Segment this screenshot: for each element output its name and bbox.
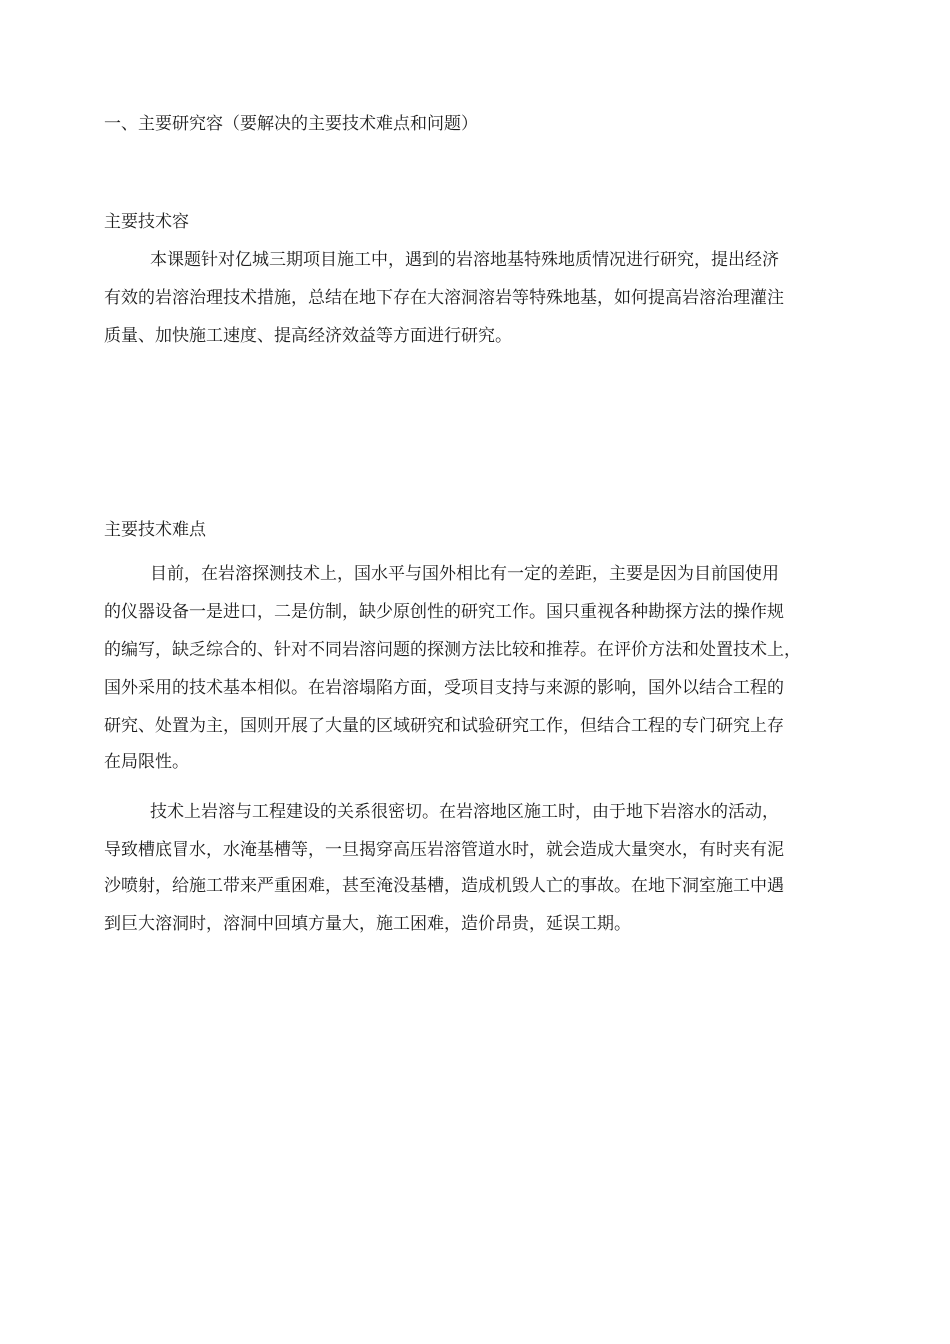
paragraph-line: 研究、处置为主，国则开展了大量的区域研究和试验研究工作，但结合工程的专门研究上存 <box>104 716 784 736</box>
paragraph-line: 本课题针对亿城三期项目施工中，遇到的岩溶地基特殊地质情况进行研究，提出经济 <box>150 250 779 270</box>
paragraph-line: 技术上岩溶与工程建设的关系很密切。在岩溶地区施工时，由于地下岩溶水的活动， <box>150 802 779 822</box>
paragraph-line: 质量、加快施工速度、提高经济效益等方面进行研究。 <box>104 326 512 346</box>
paragraph-line: 导致槽底冒水，水淹基槽等，一旦揭穿高压岩溶管道水时，就会造成大量突水，有时夹有泥 <box>104 840 784 860</box>
paragraph-line: 在局限性。 <box>104 752 189 772</box>
difficulties-heading: 主要技术难点 <box>104 520 206 540</box>
paragraph-line: 目前，在岩溶探测技术上，国水平与国外相比有一定的差距，主要是因为目前国使用 <box>150 564 779 584</box>
paragraph-line: 有效的岩溶治理技术措施，总结在地下存在大溶洞溶岩等特殊地基，如何提高岩溶治理灌注 <box>104 288 784 308</box>
paragraph-line: 沙喷射，给施工带来严重困难，甚至淹没基槽，造成机毁人亡的事故。在地下洞室施工中遇 <box>104 876 784 896</box>
paragraph-line: 国外采用的技术基本相似。在岩溶塌陷方面，受项目支持与来源的影响，国外以结合工程的 <box>104 678 784 698</box>
content-heading: 主要技术容 <box>104 212 189 232</box>
paragraph-line: 到巨大溶洞时，溶洞中回填方量大，施工困难，造价昂贵，延误工期。 <box>104 914 631 934</box>
paragraph-line: 的编写，缺乏综合的、针对不同岩溶问题的探测方法比较和推荐。在评价方法和处置技术上， <box>104 640 801 660</box>
section-title: 一、主要研究容（要解决的主要技术难点和问题） <box>104 114 478 134</box>
paragraph-line: 的仪器设备一是进口，二是仿制，缺少原创性的研究工作。国只重视各种勘探方法的操作规 <box>104 602 784 622</box>
